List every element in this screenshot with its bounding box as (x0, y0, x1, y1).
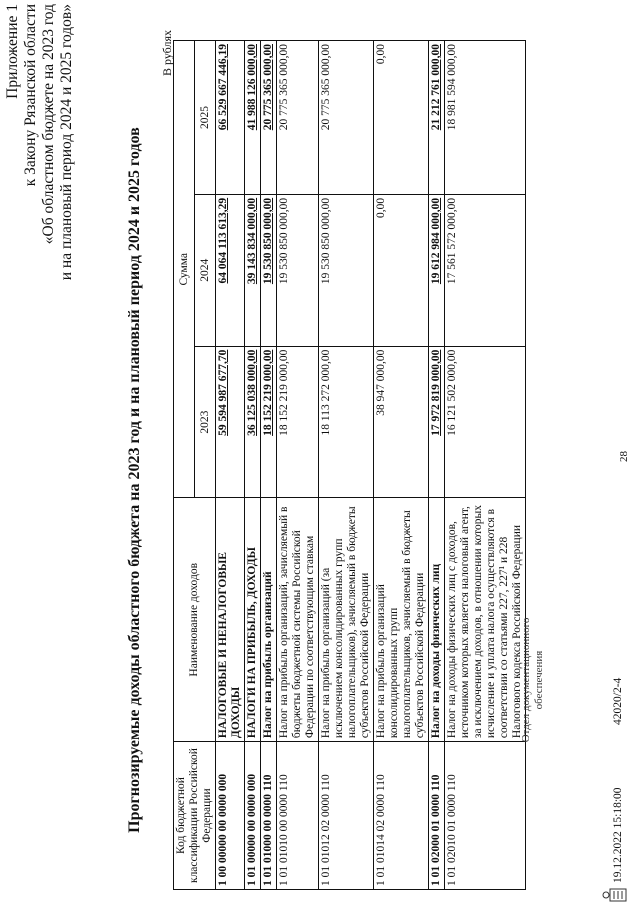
row-value-2024: 19 612 984 000,00 (429, 194, 445, 346)
row-value-2023: 36 125 038 000,00 (245, 346, 261, 498)
revenue-table (173, 40, 526, 890)
row-name: НАЛОГОВЫЕ И НЕНАЛОГОВЫЕ ДОХОДЫ (216, 498, 245, 742)
row-code: 1 01 02010 01 0000 110 (445, 742, 526, 890)
row-value-2025: 21 212 761 000,00 (429, 41, 445, 195)
appendix-line-4: и на плановый период 2024 и 2025 годов» (58, 4, 75, 281)
unit-label: В рублях (160, 30, 174, 77)
row-code: 1 01 00000 00 0000 000 (245, 742, 261, 890)
document-title: Прогнозируемые доходы областного бюджета на 2023 год и на плановый период 2024 и 2025 годов (126, 127, 143, 833)
row-value-2024: 19 530 850 000,00 (319, 194, 374, 346)
table-row (261, 41, 277, 890)
row-name: НАЛОГИ НА ПРИБЫЛЬ, ДОХОДЫ (245, 498, 261, 742)
row-value-2023: 16 121 502 000,00 (445, 346, 526, 498)
table-row (245, 41, 261, 890)
department-stamp (520, 595, 546, 765)
row-value-2024: 19 530 850 000,00 (277, 194, 319, 346)
appendix-header (4, 4, 76, 524)
row-value-2025: 20 775 365 000,00 (319, 41, 374, 195)
row-code: 1 00 00000 00 0000 000 (216, 742, 245, 890)
header-year-2025: 2025 (195, 41, 216, 195)
coat-of-arms-icon (600, 887, 630, 903)
table-row (445, 41, 526, 890)
row-name: Налог на прибыль организаций (за исключением консолидированных групп налогоплательщиков), зачисляемый в бюджеты субъектов Российской Федерации (319, 498, 374, 742)
footer-document-code: 42020/2-4 (612, 677, 624, 725)
row-code: 1 01 02000 01 0000 110 (429, 742, 445, 890)
header-sum: Сумма (174, 41, 195, 498)
row-name: Налог на прибыль организаций, зачисляемый в бюджеты бюджетной системы Российской Федерации по соответствующим ставкам (277, 498, 319, 742)
row-value-2025: 41 988 126 000,00 (245, 41, 261, 195)
stamp-line-2: обеспечения (533, 650, 545, 710)
row-value-2023: 17 972 819 000,00 (429, 346, 445, 498)
row-value-2025: 20 775 365 000,00 (277, 41, 319, 195)
row-code: 1 01 01012 02 0000 110 (319, 742, 374, 890)
page-number: 28 (618, 451, 630, 462)
appendix-line-2: к Закону Рязанской области (22, 4, 39, 187)
row-code: 1 01 01014 02 0000 110 (374, 742, 429, 890)
row-value-2023: 18 152 219 000,00 (261, 346, 277, 498)
row-value-2024: 17 561 572 000,00 (445, 194, 526, 346)
table-row (319, 41, 374, 890)
row-code: 1 01 01010 00 0000 110 (277, 742, 319, 890)
row-value-2023: 18 113 272 000,00 (319, 346, 374, 498)
header-year-2023: 2023 (195, 346, 216, 498)
row-value-2025: 0,00 (374, 41, 429, 195)
row-value-2023: 59 594 987 677,70 (216, 346, 245, 498)
row-value-2024: 64 064 113 613,29 (216, 194, 245, 346)
table-row (216, 41, 245, 890)
row-value-2023: 38 947 000,00 (374, 346, 429, 498)
row-value-2024: 19 530 850 000,00 (261, 194, 277, 346)
row-name: Налог на доходы физических лиц с доходов, источником которых является налоговый агент, за исключением доходов, в отношении которых исчисление и уплата налога осуществляются в соответствии со статьями 227, 227¹ и 228 Налогового кодекса Российской Федерации (445, 498, 526, 742)
header-code: Код бюджетной классификации Российской Федерации (174, 742, 216, 890)
row-value-2025: 66 529 667 446,19 (216, 41, 245, 195)
row-value-2025: 20 775 365 000,00 (261, 41, 277, 195)
table-row (277, 41, 319, 890)
table-row (429, 41, 445, 890)
row-code: 1 01 01000 00 0000 110 (261, 742, 277, 890)
row-name: Налог на доходы физических лиц (429, 498, 445, 742)
table-row (374, 41, 429, 890)
appendix-line-3: «Об областном бюджете на 2023 год (40, 4, 57, 245)
stamp-line-1: Отдел документационного (520, 617, 532, 743)
appendix-line-1: Приложение 1 (4, 4, 21, 99)
row-value-2024: 0,00 (374, 194, 429, 346)
header-name: Наименование доходов (174, 498, 216, 742)
row-value-2023: 18 152 219 000,00 (277, 346, 319, 498)
footer-date: 19.12.2022 15:18:00 (612, 787, 624, 883)
row-name: Налог на прибыль организаций консолидированных групп налогоплательщиков, зачисляемый в бюджеты субъектов Российской Федерации (374, 498, 429, 742)
header-year-2024: 2024 (195, 194, 216, 346)
row-name: Налог на прибыль организаций (261, 498, 277, 742)
row-value-2024: 39 143 834 000,00 (245, 194, 261, 346)
row-value-2025: 18 981 594 000,00 (445, 41, 526, 195)
